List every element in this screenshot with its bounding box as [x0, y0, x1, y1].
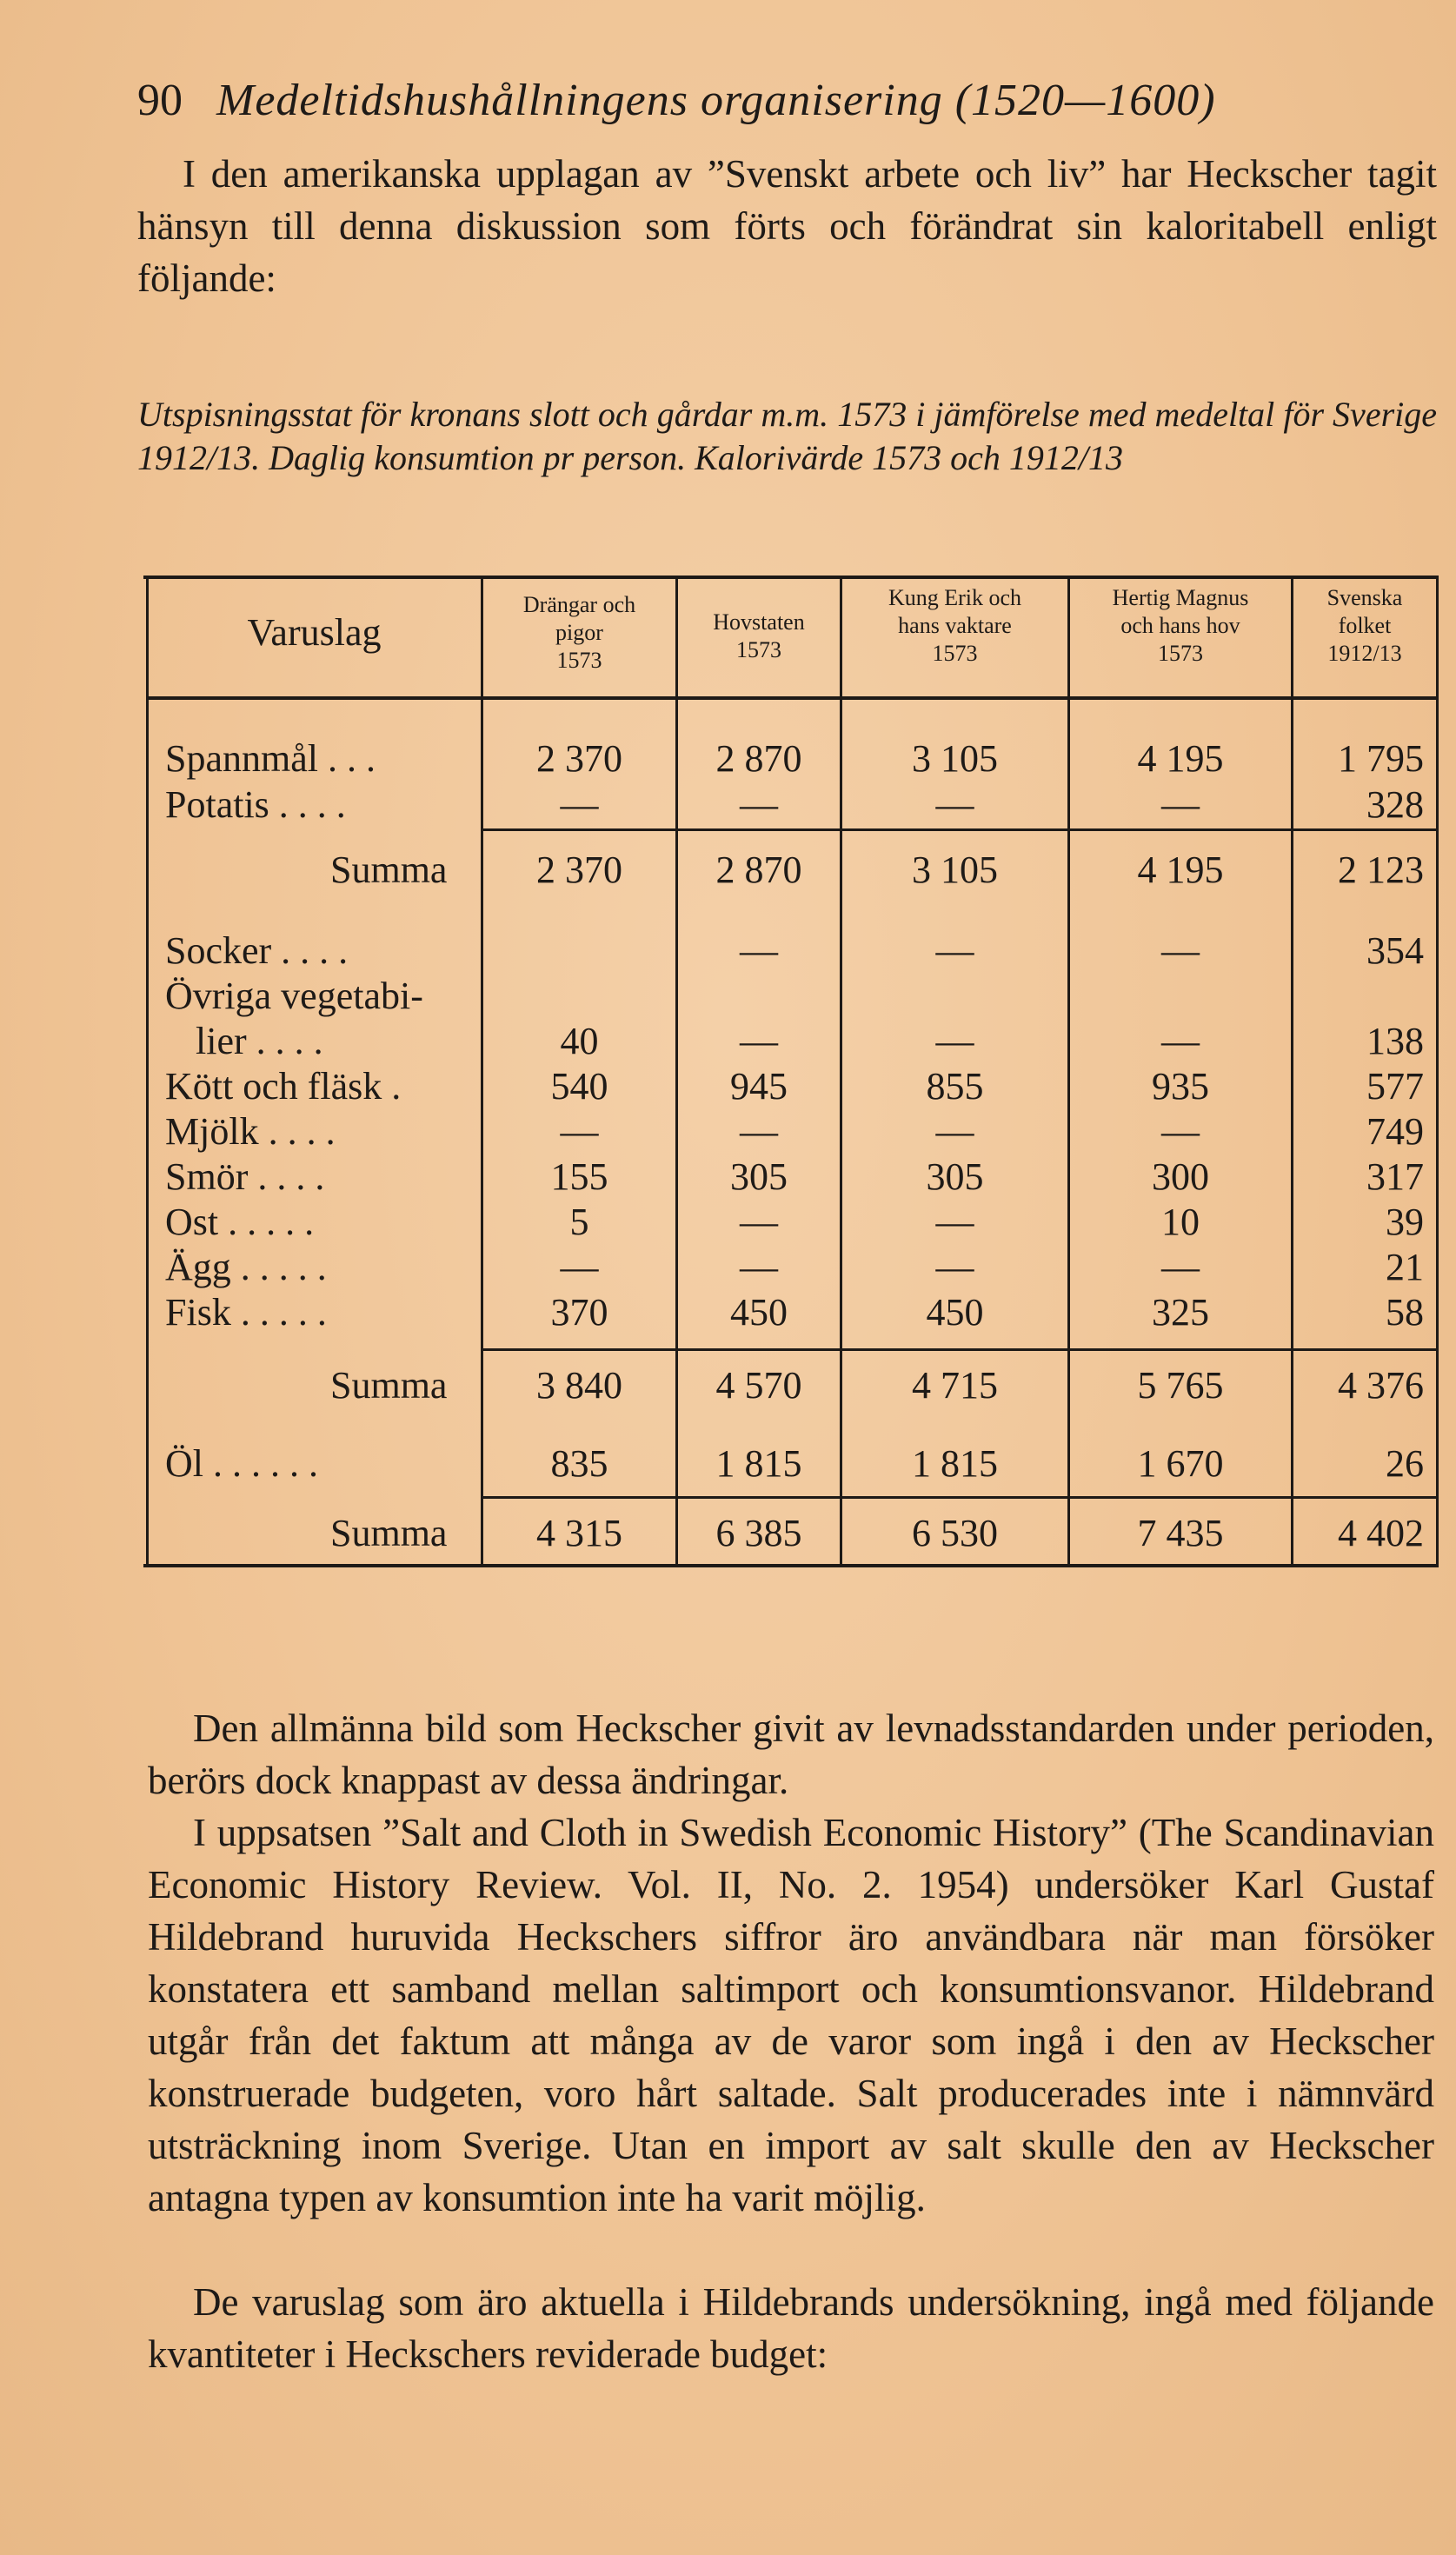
running-title: Medeltidshushållningens organisering (1520—1600)	[216, 76, 1216, 125]
label-kott: Kött och fläsk .	[165, 1065, 402, 1108]
label-smor: Smör . . . .	[165, 1155, 325, 1198]
label-summa1: Summa	[330, 848, 448, 891]
cell-kott-col1: 540	[550, 1065, 608, 1108]
cell-summa1-col4: 4 195	[1137, 848, 1224, 891]
paragraph-4: De varuslag som äro aktuella i Hildebrands undersökning, ingå med följande kvantiteter i Heckschers reviderade budget:	[148, 2280, 1434, 2376]
cell-fisk-col2: 450	[730, 1291, 788, 1334]
cell-fisk-col5: 58	[1386, 1291, 1424, 1334]
label-ol: Öl . . . . . .	[165, 1442, 318, 1485]
col-rule-4	[1067, 576, 1070, 1567]
cell-agg-col5: 21	[1386, 1246, 1424, 1288]
cell-summa2-col4: 5 765	[1137, 1364, 1224, 1407]
header-kung-erik-line1: Kung Erik och	[888, 585, 1022, 610]
header-drangar-line3: 1573	[556, 648, 602, 673]
cell-agg-col4: —	[1161, 1246, 1200, 1288]
cell-spannmal-col2: 2 870	[715, 737, 802, 780]
cell-ol-col3: 1 815	[912, 1442, 998, 1485]
cell-summa2-col5: 4 376	[1338, 1364, 1424, 1407]
cell-summa1-col2: 2 870	[715, 848, 802, 891]
cell-potatis-col2: —	[740, 783, 778, 826]
cell-kott-col3: 855	[926, 1065, 984, 1108]
header-drangar-line1: Drängar och	[522, 592, 636, 617]
cell-mjolk-col5: 749	[1366, 1110, 1424, 1153]
cell-spannmal-col1: 2 370	[536, 737, 622, 780]
label-agg: Ägg . . . . .	[165, 1246, 327, 1288]
cell-agg-col3: —	[935, 1246, 974, 1288]
cell-mjolk-col2: —	[740, 1110, 778, 1153]
cell-socker-col2: —	[740, 929, 778, 972]
header-hertig-magnus-line2: och hans hov	[1120, 613, 1240, 638]
cell-ovriga2-col4: —	[1161, 1020, 1200, 1062]
label-spannmal: Spannmål . . .	[165, 737, 376, 780]
cell-ovriga2-col2: —	[740, 1020, 778, 1062]
cell-socker-col5: 354	[1366, 929, 1424, 972]
cell-smor-col1: 155	[550, 1155, 608, 1198]
header-hertig-magnus	[1070, 584, 1291, 668]
cell-potatis-col1: —	[560, 783, 599, 826]
cell-ovriga2-col1: 40	[560, 1020, 599, 1062]
cell-summa1-col5: 2 123	[1338, 848, 1424, 891]
label-summa3: Summa	[330, 1512, 448, 1554]
cell-kott-col2: 945	[730, 1065, 788, 1108]
header-svenska-line3: 1912/13	[1327, 641, 1402, 666]
cell-summa3-col1: 4 315	[536, 1512, 622, 1554]
cell-smor-col4: 300	[1152, 1155, 1209, 1198]
col-rule-2	[675, 576, 678, 1567]
cell-smor-col5: 317	[1366, 1155, 1424, 1198]
cell-summa3-col4: 7 435	[1137, 1512, 1224, 1554]
cell-agg-col1: —	[560, 1246, 599, 1288]
cell-ovriga2-col3: —	[935, 1020, 974, 1062]
cell-ovriga2-col5: 138	[1366, 1020, 1424, 1062]
cell-ost-col3: —	[935, 1201, 974, 1243]
label-ost: Ost . . . . .	[165, 1201, 315, 1243]
cell-ost-col4: 10	[1161, 1201, 1200, 1243]
cell-mjolk-col4: —	[1161, 1110, 1200, 1153]
label-ovriga-2: lier . . . .	[196, 1020, 323, 1062]
cell-spannmal-col3: 3 105	[912, 737, 998, 780]
cell-summa3-col3: 6 530	[912, 1512, 998, 1554]
cell-ol-col2: 1 815	[715, 1442, 802, 1485]
cell-summa2-col3: 4 715	[912, 1364, 998, 1407]
cell-ol-col5: 26	[1386, 1442, 1424, 1485]
cell-summa3-col5: 4 402	[1338, 1512, 1424, 1554]
header-drangar-line2: pigor	[555, 620, 603, 645]
cell-potatis-col3: —	[935, 783, 974, 826]
label-mjolk: Mjölk . . . .	[165, 1110, 336, 1153]
table-caption: Utspisningsstat för kronans slott och gårdar m.m. 1573 i jämförelse med medeltal för Sverige 1912/13. Daglig konsumtion pr person. Kalorivärde 1573 och 1912/13	[137, 395, 1437, 477]
header-hertig-magnus-line1: Hertig Magnus	[1112, 585, 1249, 610]
cell-socker-col4: —	[1161, 929, 1200, 972]
cell-smor-col2: 305	[730, 1155, 788, 1198]
label-potatis: Potatis . . . .	[165, 783, 346, 826]
cell-summa1-col3: 3 105	[912, 848, 998, 891]
header-hovstaten-line1: Hovstaten	[713, 609, 805, 635]
intro-paragraph: I den amerikanska upplagan av ”Svenskt arbete och liv” har Heckscher tagit hänsyn till denna diskussion som förts och förändrat sin kaloritabell enligt följande:	[137, 152, 1437, 300]
header-hertig-magnus-line3: 1573	[1158, 641, 1203, 666]
header-kung-erik-line3: 1573	[932, 641, 978, 666]
cell-fisk-col3: 450	[926, 1291, 984, 1334]
summa2-rule	[482, 1348, 1439, 1351]
cell-spannmal-col5: 1 795	[1338, 737, 1424, 780]
paragraph-3: I uppsatsen ”Salt and Cloth in Swedish Economic History” (The Scandinavian Economic History Review. Vol. II, No. 2. 1954) undersöker Karl Gustaf Hildebrand huruvida Heckschers siffror äro användbara när man försöker konstatera ett samband mellan saltimport och konsumtionsvanor. Hildebrand utgår från det faktum att många av de varor som ingå i den av Heckscher konstruerade budgeten, voro hårt saltade. Salt producerades inte i nämnvärd utsträckning inom Sverige. Utan en import av salt skulle den av Heckscher antagna typen av konsumtion inte ha varit möjlig.	[148, 1811, 1434, 2219]
cell-summa3-col2: 6 385	[715, 1512, 802, 1554]
col-rule-5	[1291, 576, 1293, 1567]
page-number: 90	[137, 76, 183, 125]
label-socker: Socker . . . .	[165, 929, 349, 972]
running-header	[137, 75, 1216, 126]
cell-mjolk-col1: —	[560, 1110, 599, 1153]
table-left-rule	[146, 576, 149, 1567]
cell-ost-col1: 5	[569, 1201, 589, 1243]
cell-ol-col1: 835	[550, 1442, 608, 1485]
table-right-rule	[1436, 576, 1439, 1567]
col-rule-3	[840, 576, 842, 1567]
cell-fisk-col1: 370	[550, 1291, 608, 1334]
label-summa2: Summa	[330, 1364, 448, 1407]
cell-ost-col5: 39	[1386, 1201, 1424, 1243]
table-bottom-rule	[143, 1564, 1439, 1567]
col-rule-1	[481, 576, 483, 1567]
header-hovstaten	[678, 609, 840, 664]
cell-potatis-col5: 328	[1366, 783, 1424, 826]
header-svenska-line1: Svenska	[1326, 585, 1403, 610]
cell-fisk-col4: 325	[1152, 1291, 1209, 1334]
label-ovriga-1: Övriga vegetabi-	[165, 975, 423, 1017]
cell-ol-col4: 1 670	[1137, 1442, 1224, 1485]
cell-summa2-col2: 4 570	[715, 1364, 802, 1407]
header-varuslag: Varuslag	[247, 611, 382, 654]
cell-kott-col4: 935	[1152, 1065, 1209, 1108]
header-svenska-line2: folket	[1338, 613, 1392, 638]
header-hovstaten-line2: 1573	[736, 637, 781, 662]
cell-summa1-col1: 2 370	[536, 848, 622, 891]
header-kung-erik	[842, 584, 1067, 668]
cell-agg-col2: —	[740, 1246, 778, 1288]
cell-socker-col3: —	[935, 929, 974, 972]
table-header-rule	[148, 696, 1439, 700]
summa1-rule	[482, 828, 1439, 831]
cell-ost-col2: —	[740, 1201, 778, 1243]
cell-spannmal-col4: 4 195	[1137, 737, 1224, 780]
cell-kott-col5: 577	[1366, 1065, 1424, 1108]
cell-smor-col3: 305	[926, 1155, 984, 1198]
header-svenska-folket	[1293, 584, 1436, 668]
cell-summa2-col1: 3 840	[536, 1364, 622, 1407]
table-top-rule	[143, 576, 1439, 579]
cell-potatis-col4: —	[1161, 783, 1200, 826]
cell-mjolk-col3: —	[935, 1110, 974, 1153]
header-drangar	[483, 591, 675, 675]
paragraph-2: Den allmänna bild som Heckscher givit av levnadsstandarden under perioden, berörs dock knappast av dessa ändringar.	[148, 1707, 1434, 1802]
header-kung-erik-line2: hans vaktare	[898, 613, 1012, 638]
summa3-rule	[482, 1496, 1439, 1499]
label-fisk: Fisk . . . . .	[165, 1291, 327, 1334]
